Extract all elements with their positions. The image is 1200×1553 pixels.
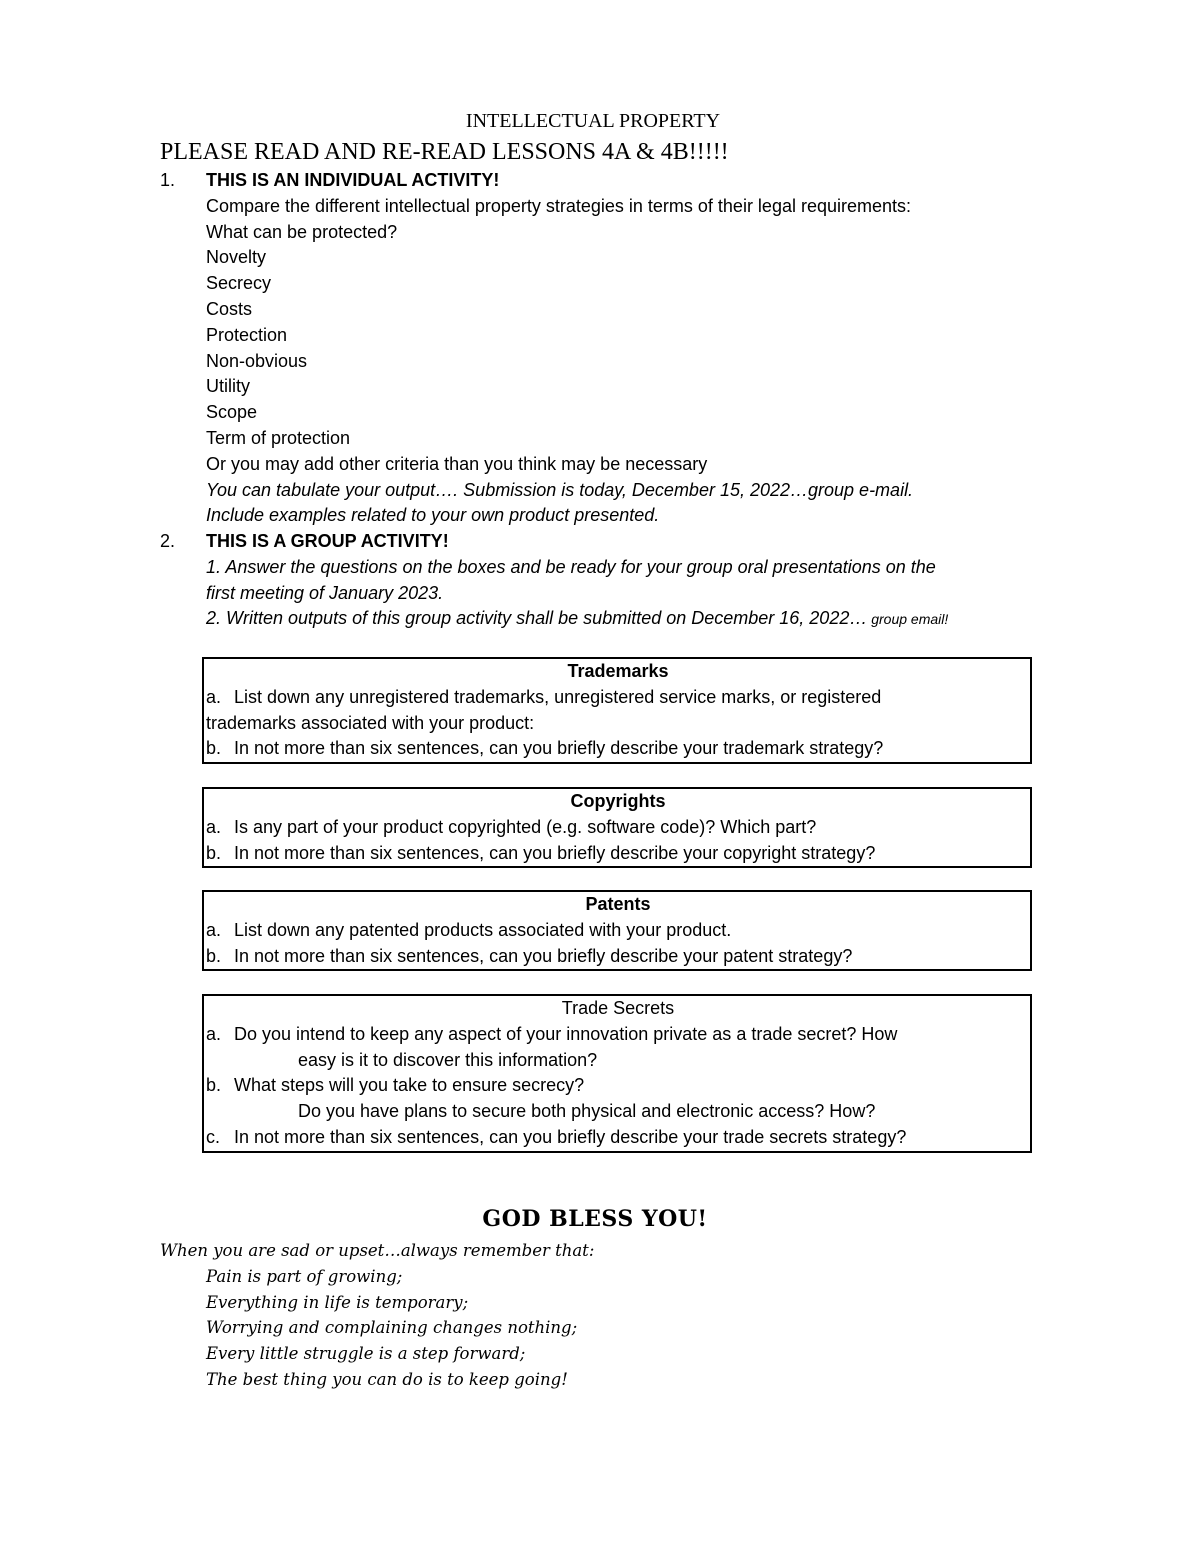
question-letter: a. [206, 816, 222, 837]
copyrights-box [202, 787, 1032, 868]
question-text: In not more than six sentences, can you briefly describe your copyright strategy? [234, 842, 876, 863]
trade-secrets-box [202, 994, 1032, 1153]
patents-question-a [206, 918, 1030, 944]
copyrights-title: Copyrights [570, 791, 666, 811]
criteria-item: Costs [206, 298, 253, 319]
trade-secrets-question-a-cont: easy is it to discover this information? [298, 1049, 598, 1070]
examples-note: Include examples related to your own product presented. [206, 505, 660, 526]
copyrights-question-b [206, 841, 1030, 867]
quote-line: Every little struggle is a step forward; [206, 1344, 526, 1364]
quote-line: The best thing you can do is to keep going! [206, 1369, 568, 1389]
item-1-number: 1. [160, 170, 176, 190]
question-letter: c. [206, 1126, 221, 1147]
item-1-intro: Compare the different intellectual property strategies in terms of their legal requirements: [206, 195, 912, 216]
item-1-heading: THIS IS AN INDIVIDUAL ACTIVITY! [206, 170, 500, 190]
quote-line: Everything in life is temporary; [206, 1292, 469, 1312]
item-2-heading-row [160, 529, 1040, 555]
submission-note: You can tabulate your output…. Submission is today, December 15, 2022…group e-mail. [206, 479, 914, 500]
question-letter: b. [206, 842, 222, 863]
question-text: List down any unregistered trademarks, unregistered service marks, or registered [234, 686, 882, 707]
item-1-heading-row [160, 168, 1040, 194]
criteria-item: Novelty [206, 247, 267, 268]
criteria-item: What can be protected? [206, 221, 398, 242]
trade-secrets-question-a [206, 1022, 1030, 1048]
criteria-item: Non-obvious [206, 350, 308, 371]
copyrights-question-a [206, 815, 1030, 841]
patents-title: Patents [585, 894, 651, 914]
item-2-number: 2. [160, 531, 176, 551]
quote-line: Pain is part of growing; [206, 1266, 403, 1286]
criteria-item: Scope [206, 402, 258, 423]
question-letter: a. [206, 919, 222, 940]
document-title: INTELLECTUAL PROPERTY [465, 110, 721, 132]
trademarks-box [202, 657, 1032, 764]
question-letter: b. [206, 1075, 222, 1096]
group-instruction-1: 1. Answer the questions on the boxes and be ready for your group oral presentations on the [206, 556, 936, 577]
individual-activity-section [160, 168, 1040, 529]
criteria-item: Term of protection [206, 427, 351, 448]
trade-secrets-question-b [206, 1073, 1030, 1099]
question-letter: a. [206, 1023, 222, 1044]
question-text: Do you intend to keep any aspect of your innovation private as a trade secret? How [234, 1023, 898, 1044]
question-text: In not more than six sentences, can you briefly describe your trade secrets strategy? [234, 1126, 907, 1147]
group-activity-section [160, 529, 1040, 633]
criteria-item: Secrecy [206, 273, 272, 294]
patents-box [202, 890, 1032, 971]
question-letter: a. [206, 686, 222, 707]
trademarks-question-a-cont: trademarks associated with your product: [206, 712, 535, 733]
trade-secrets-question-b-cont: Do you have plans to secure both physical and electronic access? How? [298, 1101, 876, 1122]
question-letter: b. [206, 738, 222, 759]
group-instruction-2-text: 2. Written outputs of this group activity shall be submitted on December 16, 2022… [206, 608, 868, 629]
trademarks-question-b [206, 736, 1030, 762]
blessing-heading: GOD BLESS YOU! [482, 1206, 708, 1232]
quote-intro: When you are sad or upset…always remember that: [160, 1241, 595, 1260]
reading-instruction: PLEASE READ AND RE-READ LESSONS 4A & 4B!!!!! [160, 139, 729, 165]
question-text: What steps will you take to ensure secrecy? [234, 1075, 585, 1096]
group-email-note: group email! [867, 611, 949, 628]
trade-secrets-title: Trade Secrets [561, 998, 675, 1018]
patents-question-b [206, 944, 1030, 970]
question-text: In not more than six sentences, can you briefly describe your patent strategy? [234, 945, 853, 966]
question-letter: b. [206, 945, 222, 966]
trademarks-question-a [206, 685, 1030, 711]
question-text: In not more than six sentences, can you briefly describe your trademark strategy? [234, 738, 884, 759]
criteria-item: Or you may add other criteria than you think may be necessary [206, 453, 708, 474]
trademarks-title: Trademarks [567, 661, 669, 681]
group-instruction-2 [160, 606, 1040, 633]
question-text: List down any patented products associated with your product. [234, 919, 732, 940]
criteria-item: Utility [206, 376, 250, 397]
item-2-heading: THIS IS A GROUP ACTIVITY! [206, 531, 449, 551]
criteria-item: Protection [206, 324, 288, 345]
encouragement-quote [160, 1238, 594, 1393]
trade-secrets-question-c [206, 1125, 1030, 1151]
group-instruction-1-cont: first meeting of January 2023. [206, 582, 444, 603]
quote-line: Worrying and complaining changes nothing; [206, 1318, 578, 1338]
question-text: Is any part of your product copyrighted (e.g. software code)? Which part? [234, 816, 817, 837]
